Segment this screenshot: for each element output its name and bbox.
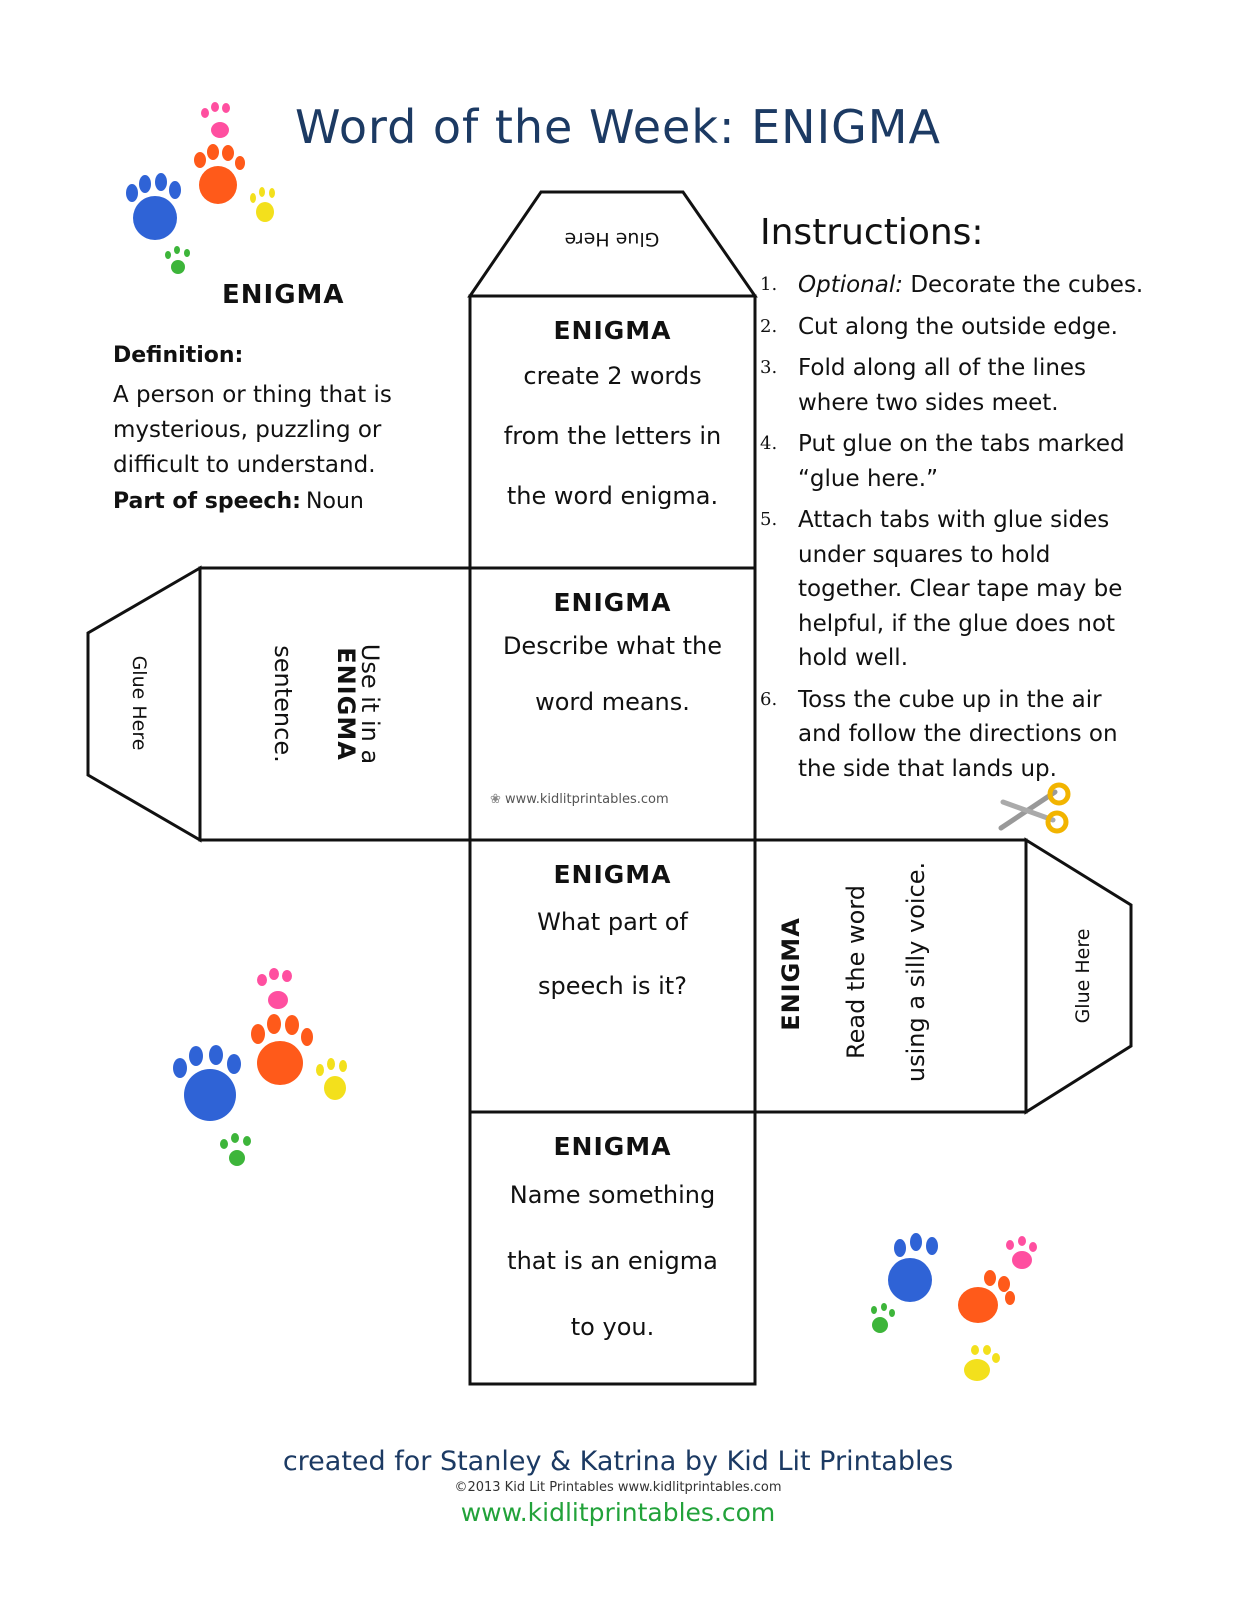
paw-watermark-icon: ❀ <box>490 792 506 807</box>
top-glue-tab: Glue Here <box>564 228 660 250</box>
face-2-word: ENIGMA <box>553 588 672 617</box>
footer-credit: created for Stanley & Katrina by Kid Lit Printables <box>282 1446 954 1477</box>
face-1-word: ENIGMA <box>553 316 672 345</box>
footer-url[interactable]: www.kidlitprintables.com <box>460 1498 776 1527</box>
instruction-step-3: 3. Fold along all of the lines where two sides meet. <box>760 355 1087 416</box>
definition-text: A person or thing that is mysterious, puzzling or difficult to understand. <box>113 382 392 478</box>
cube-face-1: ENIGMA create 2 words from the letters in the word enigma. <box>470 316 755 526</box>
footer-copyright: ©2013 Kid Lit Printables www.kidlitprintables.com <box>454 1480 782 1495</box>
instruction-step-4: 4. Put glue on the tabs marked “glue here.” <box>760 431 1125 492</box>
cube-face-left: ENIGMA <box>332 647 360 761</box>
instruction-step-6: 6. Toss the cube up in the air and follow the directions on the side that lands up. <box>760 686 1118 782</box>
cube-face-left-line-1: Use it in a <box>356 643 384 765</box>
cube-face-4: ENIGMA Name something that is an enigma to you. <box>470 1132 755 1360</box>
instructions-title: Instructions: <box>760 212 984 253</box>
page-title: Word of the Week: ENIGMA <box>295 100 941 154</box>
cube-face-3: ENIGMA What part of speech is it? <box>470 860 755 1018</box>
pos-value: Noun <box>306 489 364 514</box>
face-4-word: ENIGMA <box>553 1132 672 1161</box>
instruction-step-2: 2. Cut along the outside edge. <box>760 313 1118 340</box>
face-3-word: ENIGMA <box>553 860 672 889</box>
card-word: ENIGMA <box>222 280 345 310</box>
pos-heading: Part of speech: <box>113 489 301 514</box>
instruction-step-1: 1. Optional: Decorate the cubes. <box>760 272 1144 298</box>
right-glue-tab: Glue Here <box>1072 928 1094 1024</box>
cube-face-left-line-2: sentence. <box>269 645 297 763</box>
left-glue-tab: Glue Here <box>128 655 150 751</box>
watermark: ❀ www.kidlitprintables.com <box>490 792 669 807</box>
cube-face-right-line-2: using a silly voice. <box>902 861 930 1083</box>
optional-label: Optional: <box>798 272 903 298</box>
cube-face-right-line-1: Read the word <box>842 885 870 1059</box>
instruction-step-5: 5. Attach tabs with glue sides under squares to hold together. Clear tape may be helpful, if the glue does not hold well. <box>760 507 1123 671</box>
definition-heading: Definition: <box>113 343 244 368</box>
cube-face-right-word: ENIGMA <box>777 917 805 1031</box>
cube-face-2: ENIGMA Describe what the word means. <box>470 588 755 730</box>
